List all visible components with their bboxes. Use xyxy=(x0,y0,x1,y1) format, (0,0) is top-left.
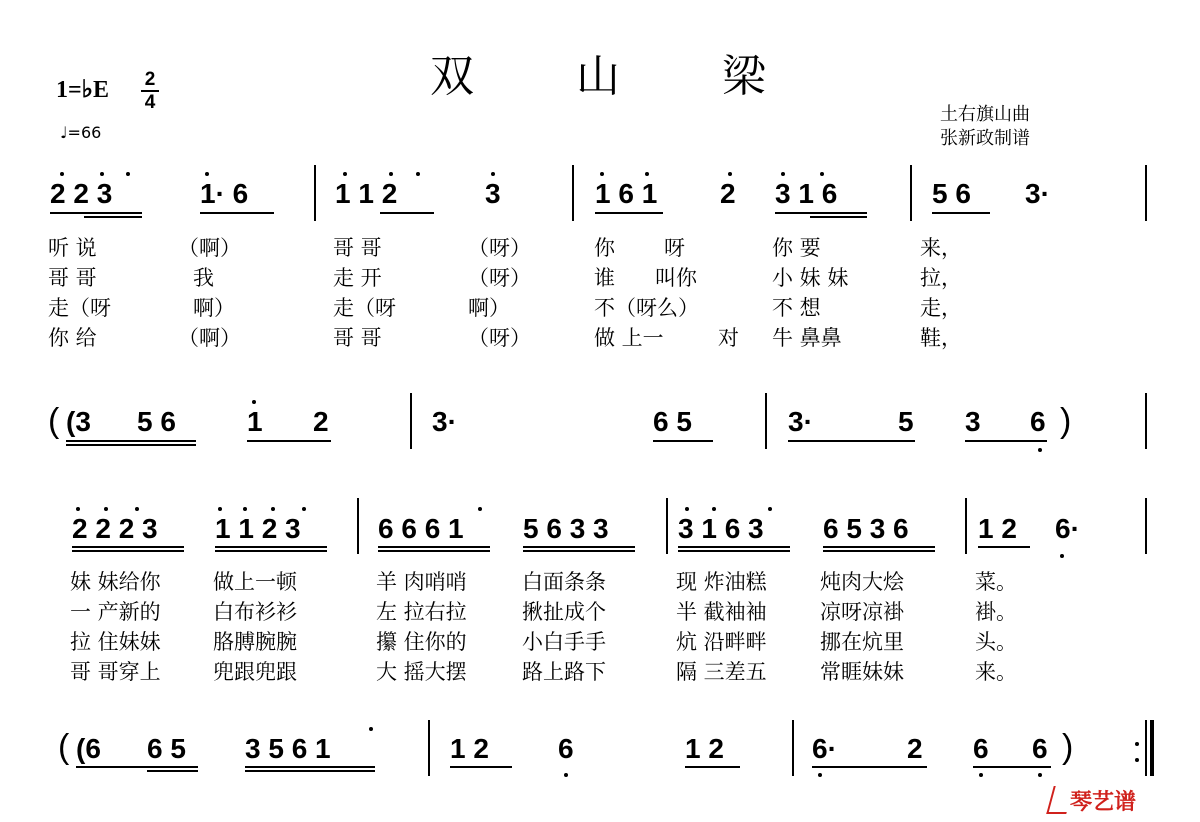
note-group: 2 xyxy=(313,406,329,437)
underline-beam xyxy=(378,546,490,548)
underline-beam xyxy=(215,546,327,548)
underline-beam xyxy=(245,766,375,768)
close-paren: ) xyxy=(1060,402,1072,440)
lyric-text: 谁 xyxy=(594,266,615,290)
octave-dot xyxy=(252,400,256,404)
underline-beam xyxy=(685,766,740,768)
underline-beam xyxy=(932,212,990,214)
underline-beam xyxy=(380,212,434,214)
lyric-text: 不 想 xyxy=(772,296,821,320)
bar-line xyxy=(965,498,967,554)
underline-beam xyxy=(523,550,635,552)
underline-beam xyxy=(678,546,790,548)
bar-line xyxy=(428,720,430,776)
lyric-text: 你 给 xyxy=(48,326,97,350)
lyric-text: 不（呀么） xyxy=(594,296,699,320)
song-title: 双 山 梁 xyxy=(430,51,810,102)
underline-beam xyxy=(215,550,327,552)
lyric-text: 一 产新的 xyxy=(70,600,161,624)
lyric-text: （呀） xyxy=(468,236,531,260)
note-group: 3 xyxy=(965,406,981,437)
repeat-dot xyxy=(1135,742,1139,746)
underline-beam xyxy=(812,766,927,768)
lyric-text: （呀） xyxy=(468,326,531,350)
note-group: 1 2 xyxy=(978,513,1017,544)
note-group: (6 xyxy=(76,733,101,764)
octave-dot xyxy=(416,172,420,176)
lyric-text: 对 xyxy=(718,326,739,350)
underline-beam xyxy=(788,440,915,442)
underline-beam xyxy=(66,440,196,442)
lyric-text: 小 妹 妹 xyxy=(772,266,849,290)
lyric-text: 炖肉大烩 xyxy=(820,570,904,594)
note-group: 3· xyxy=(1025,178,1050,209)
lyric-text: 大 摇大摆 xyxy=(376,660,467,684)
lyric-text: 小白手手 xyxy=(522,630,606,654)
note-group: 3 xyxy=(485,178,501,209)
note-group: 1 6 1 xyxy=(595,178,658,209)
underline-beam xyxy=(775,212,867,214)
note-group: 5 6 xyxy=(137,406,176,437)
underline-beam xyxy=(823,546,935,548)
low-octave-dot xyxy=(979,773,983,777)
bar-line xyxy=(765,393,767,449)
bar-line xyxy=(666,498,668,554)
octave-dot xyxy=(271,507,275,511)
note-group: 1 1 2 xyxy=(335,178,398,209)
lyric-text: （啊） xyxy=(178,236,241,260)
low-octave-dot xyxy=(818,773,822,777)
lyric-text: 挪在炕里 xyxy=(820,630,904,654)
low-octave-dot xyxy=(1038,448,1042,452)
lyric-text: 你 xyxy=(594,236,615,260)
lyric-text: 牛 鼻鼻 xyxy=(772,326,842,350)
repeat-thick-line xyxy=(1150,720,1154,776)
underline-beam xyxy=(810,216,867,218)
note-group: 5 6 xyxy=(932,178,971,209)
note-group: 1 2 xyxy=(685,733,724,764)
note-group: 2 xyxy=(907,733,923,764)
underline-beam xyxy=(76,766,198,768)
lyric-text: 隔 三差五 xyxy=(676,660,767,684)
lyric-text: 拉 住妹妹 xyxy=(70,630,161,654)
octave-dot xyxy=(491,172,495,176)
octave-dot xyxy=(76,507,80,511)
lyric-text: 走（呀 xyxy=(48,296,111,320)
octave-dot xyxy=(100,172,104,176)
lyric-text: 呀 xyxy=(664,236,685,260)
lyric-text: 羊 肉哨哨 xyxy=(376,570,467,594)
lyric-text: 揪扯成个 xyxy=(522,600,606,624)
lyric-text: 哥 哥 xyxy=(48,266,97,290)
bar-line xyxy=(1145,393,1147,449)
underline-beam xyxy=(247,440,331,442)
note-group: 6 5 xyxy=(147,733,186,764)
octave-dot xyxy=(781,172,785,176)
note-group: 6 xyxy=(1030,406,1046,437)
octave-dot xyxy=(600,172,604,176)
lyric-text: 我 xyxy=(193,266,214,290)
note-group: 5 6 3 3 xyxy=(523,513,609,544)
watermark-logo: 琴艺谱 xyxy=(1070,790,1137,815)
underline-beam xyxy=(678,550,790,552)
lyric-text: 啊） xyxy=(468,296,510,320)
time-signature-bottom: 4 xyxy=(144,92,156,113)
octave-dot xyxy=(478,507,482,511)
low-octave-dot xyxy=(564,773,568,777)
low-octave-dot xyxy=(1060,554,1064,558)
note-group: 6 6 6 1 xyxy=(378,513,464,544)
lyric-text: 半 截袖袖 xyxy=(676,600,767,624)
note-group: 6· xyxy=(812,733,837,764)
lyric-text: 常睚妹妹 xyxy=(820,660,904,684)
bar-line xyxy=(1145,165,1147,221)
octave-dot xyxy=(104,507,108,511)
note-group: 3 1 6 xyxy=(775,178,838,209)
note-group: 3 5 6 1 xyxy=(245,733,331,764)
bar-line xyxy=(910,165,912,221)
lyric-text: 褂。 xyxy=(975,600,1017,624)
note-group: 5 xyxy=(898,406,914,437)
note-group: 6· xyxy=(1055,513,1080,544)
octave-dot xyxy=(126,172,130,176)
lyric-text: 来， xyxy=(920,236,962,260)
bar-line xyxy=(314,165,316,221)
lyric-text: 兜跟兜跟 xyxy=(213,660,297,684)
lyric-text: 做 上一 xyxy=(594,326,664,350)
low-octave-dot xyxy=(1038,773,1042,777)
lyric-text: 走 开 xyxy=(333,266,382,290)
repeat-thin-line xyxy=(1145,720,1147,776)
lyric-text: 鞋， xyxy=(920,326,962,350)
underline-beam xyxy=(653,440,713,442)
octave-dot xyxy=(243,507,247,511)
underline-beam xyxy=(823,550,935,552)
time-signature-top: 2 xyxy=(144,69,156,90)
repeat-dot xyxy=(1135,758,1139,762)
underline-beam xyxy=(147,770,198,772)
underline-beam xyxy=(72,546,184,548)
lyric-text: 菜。 xyxy=(975,570,1017,594)
note-group: 2 2 2 3 xyxy=(72,513,158,544)
note-group: 6 5 3 6 xyxy=(823,513,909,544)
lyric-text: 头。 xyxy=(975,630,1017,654)
octave-dot xyxy=(645,172,649,176)
lyric-text: 走（呀 xyxy=(333,296,396,320)
lyric-text: 炕 沿畔畔 xyxy=(676,630,767,654)
lyric-text: 胳膊腕腕 xyxy=(213,630,297,654)
lyric-text: 拉， xyxy=(920,266,962,290)
lyric-text: 听 说 xyxy=(48,236,97,260)
underline-beam xyxy=(378,550,490,552)
bar-line xyxy=(357,498,359,554)
octave-dot xyxy=(685,507,689,511)
lyric-text: 来。 xyxy=(975,660,1017,684)
note-group: 6 xyxy=(1032,733,1048,764)
lyric-text: 左 拉右拉 xyxy=(376,600,467,624)
time-signature xyxy=(140,70,160,112)
octave-dot xyxy=(205,172,209,176)
underline-beam xyxy=(450,766,512,768)
lyric-text: 叫你 xyxy=(655,266,697,290)
octave-dot xyxy=(135,507,139,511)
note-group: 6 xyxy=(973,733,989,764)
bar-line xyxy=(572,165,574,221)
note-group: 1 1 2 3 xyxy=(215,513,301,544)
bar-line xyxy=(1145,498,1147,554)
note-group: 3 1 6 3 xyxy=(678,513,764,544)
lyric-text: 哥 哥 xyxy=(333,326,382,350)
octave-dot xyxy=(728,172,732,176)
underline-beam xyxy=(978,546,1030,548)
octave-dot xyxy=(389,172,393,176)
key-signature: 1=♭E xyxy=(56,77,110,103)
lyric-text: 啊） xyxy=(193,296,235,320)
lyric-text: 攥 住你的 xyxy=(376,630,467,654)
underline-beam xyxy=(72,550,184,552)
octave-dot xyxy=(60,172,64,176)
underline-beam xyxy=(523,546,635,548)
lyric-text: 白面条条 xyxy=(522,570,606,594)
lyric-text: 路上路下 xyxy=(522,660,606,684)
note-group: 6 5 xyxy=(653,406,692,437)
lyric-text: 哥 哥穿上 xyxy=(70,660,161,684)
lyric-text: 凉呀凉褂 xyxy=(820,600,904,624)
octave-dot xyxy=(820,172,824,176)
underline-beam xyxy=(245,770,375,772)
octave-dot xyxy=(218,507,222,511)
underline-beam xyxy=(595,212,663,214)
note-group: 6 xyxy=(558,733,574,764)
underline-beam xyxy=(973,766,1051,768)
underline-beam xyxy=(84,216,142,218)
octave-dot xyxy=(712,507,716,511)
lyric-text: 你 要 xyxy=(772,236,821,260)
lyric-text: （啊） xyxy=(178,326,241,350)
note-group: 2 xyxy=(720,178,736,209)
tempo-marking: ♩=66 xyxy=(60,123,102,142)
bar-line xyxy=(410,393,412,449)
octave-dot xyxy=(768,507,772,511)
note-group: (3 xyxy=(66,406,91,437)
note-group: 2 2 3 xyxy=(50,178,113,209)
lyric-text: 白布衫衫 xyxy=(213,600,297,624)
note-group: 1 2 xyxy=(450,733,489,764)
note-group: 1 xyxy=(247,406,263,437)
underline-beam xyxy=(965,440,1047,442)
credit-origin: 土右旗山曲 xyxy=(940,104,1030,125)
octave-dot xyxy=(343,172,347,176)
bar-line xyxy=(792,720,794,776)
lyric-text: （呀） xyxy=(468,266,531,290)
note-group: 1· 6 xyxy=(200,178,249,209)
underline-beam xyxy=(50,212,142,214)
credit-transcriber: 张新政制谱 xyxy=(940,128,1030,149)
close-paren: ) xyxy=(1062,728,1074,766)
octave-dot xyxy=(302,507,306,511)
octave-dot xyxy=(369,727,373,731)
lyric-text: 做上一顿 xyxy=(213,570,297,594)
underline-beam xyxy=(200,212,274,214)
lyric-text: 现 炸油糕 xyxy=(676,570,767,594)
underline-beam xyxy=(66,444,196,446)
lyric-text: 妹 妹给你 xyxy=(70,570,161,594)
note-group: 3· xyxy=(432,406,457,437)
lyric-text: 哥 哥 xyxy=(333,236,382,260)
lyric-text: 走， xyxy=(920,296,962,320)
note-group: 3· xyxy=(788,406,813,437)
